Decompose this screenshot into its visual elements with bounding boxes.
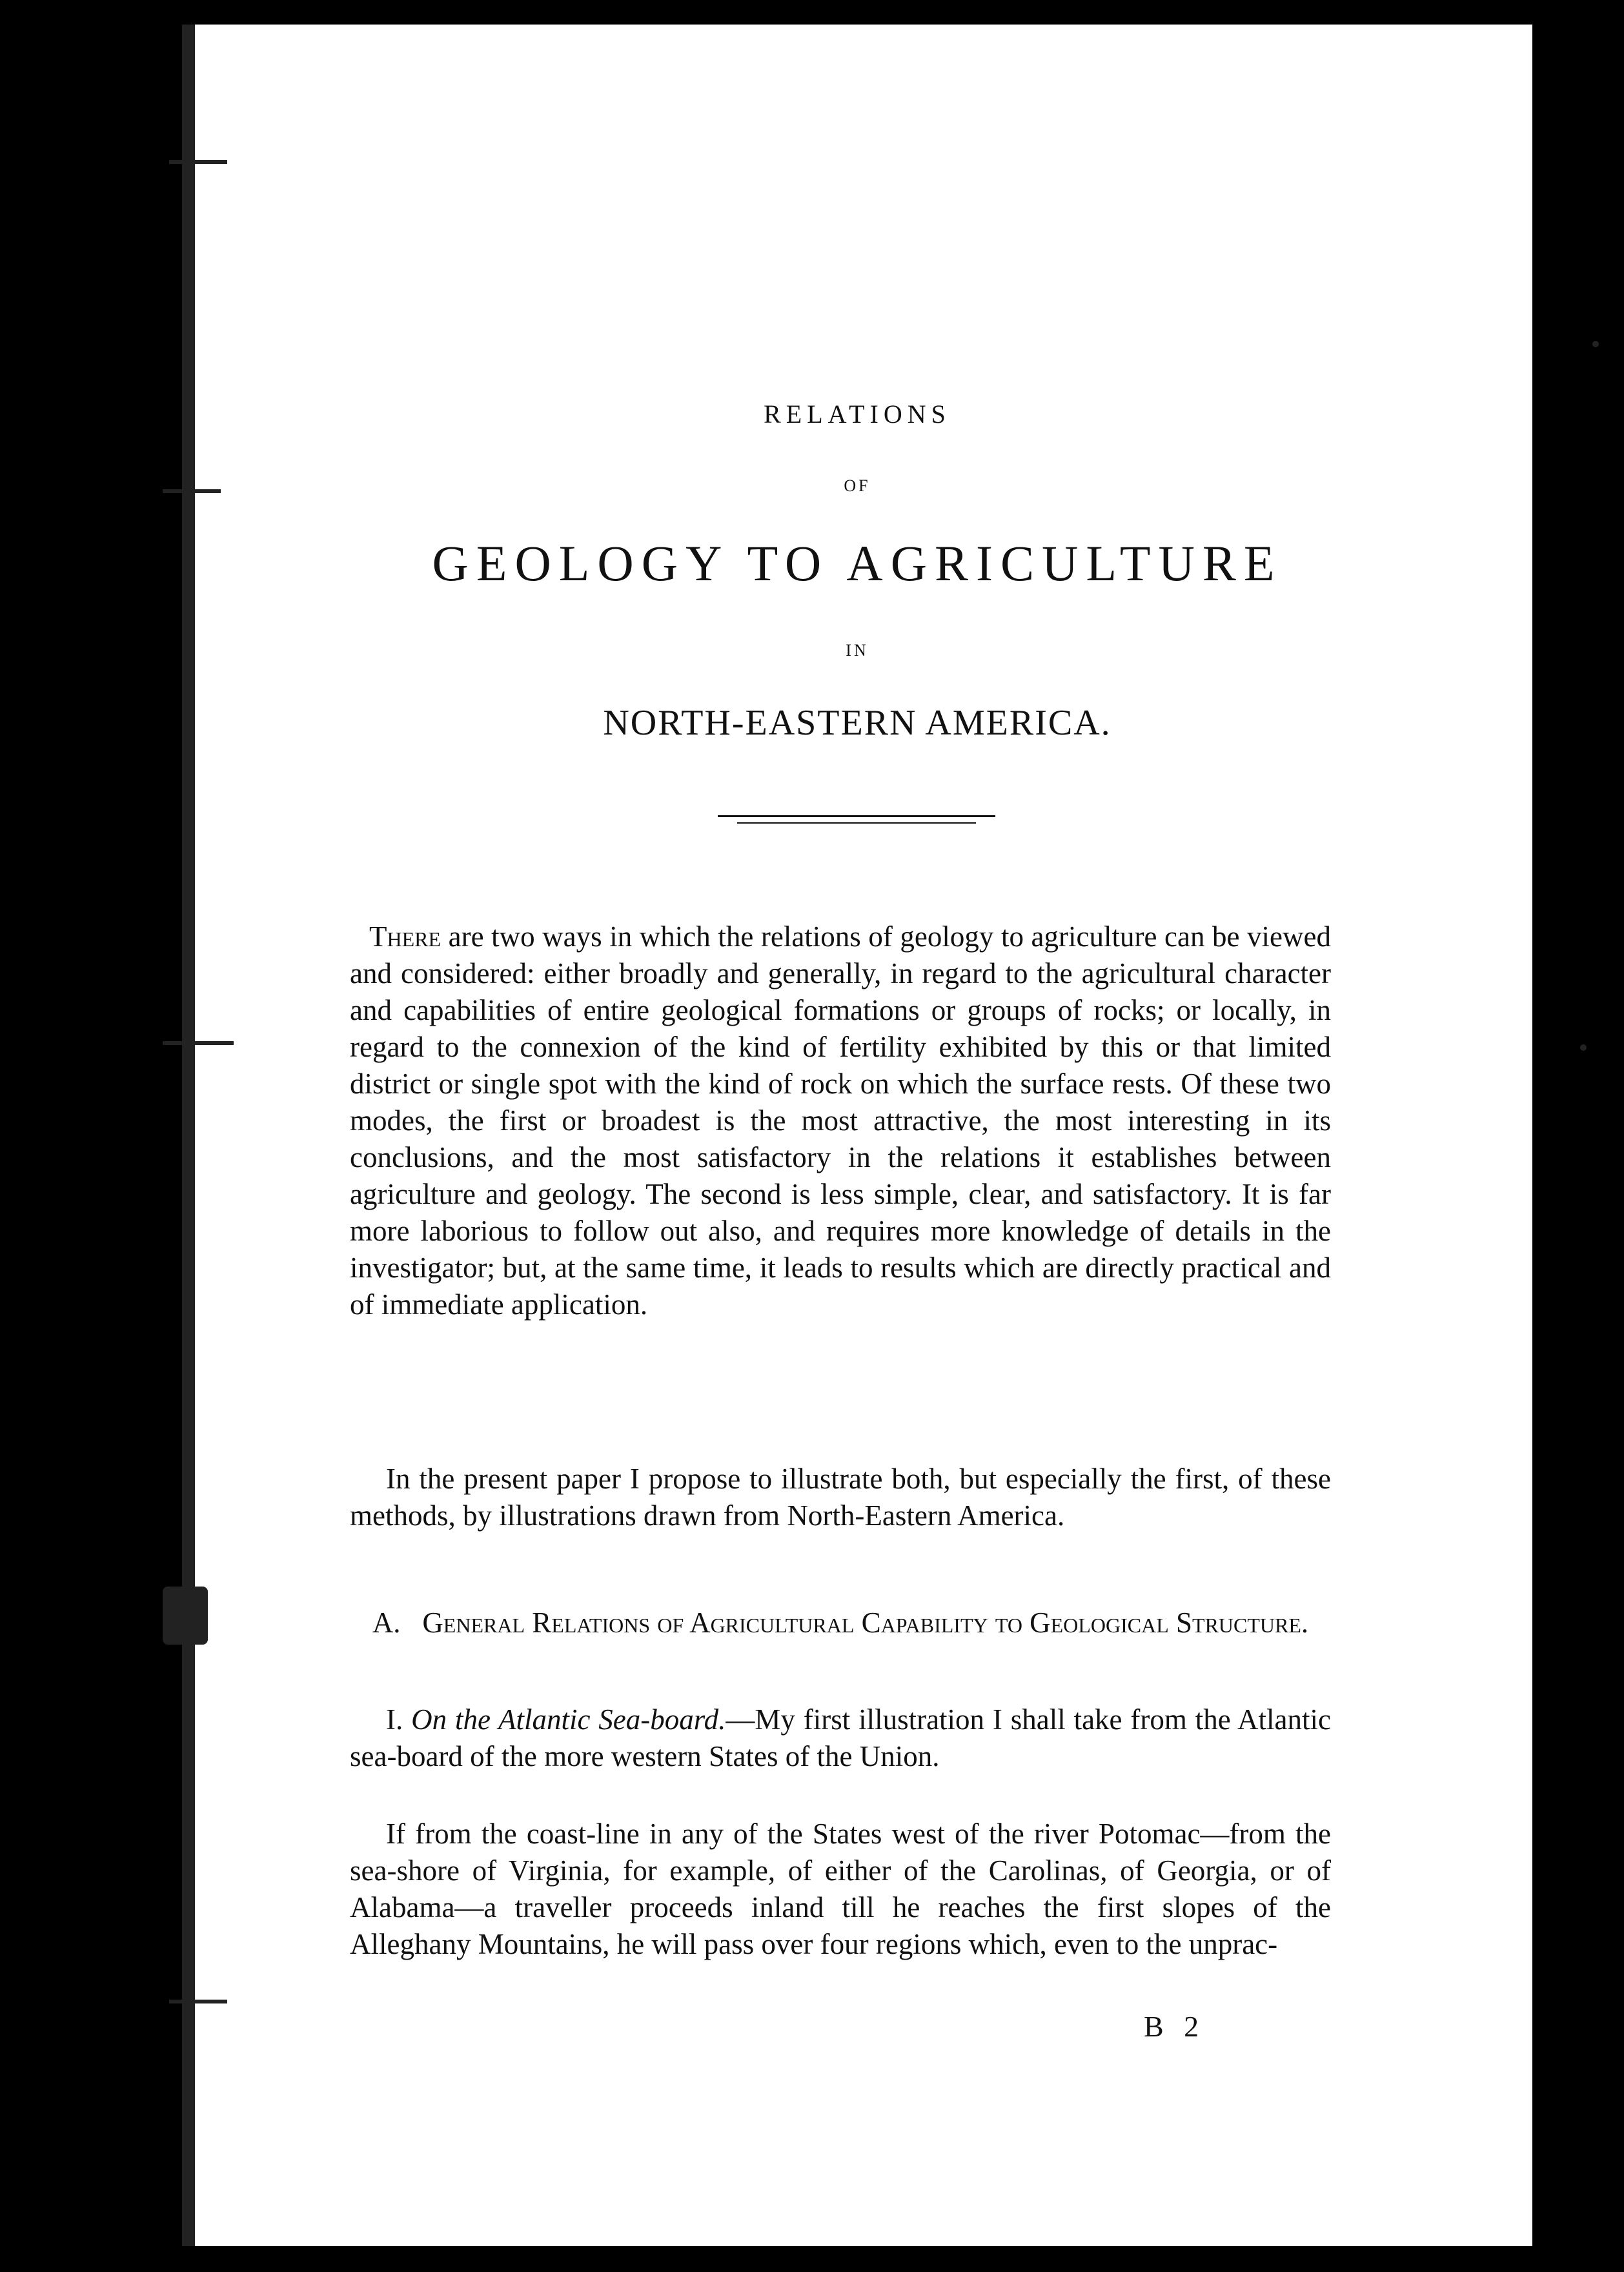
binding-stitch (163, 1041, 234, 1045)
paragraph-proposal: In the present paper I propose to illustrate both, but especially the first, of these methods, by illustrations drawn from North-Eastern America. (350, 1463, 1331, 1532)
scan-top-edge (182, 0, 1532, 25)
title-rule (737, 822, 976, 824)
title-of: OF (844, 476, 871, 495)
ink-speck (1580, 1044, 1587, 1051)
title-main: GEOLOGY TO AGRICULTURE (432, 535, 1283, 591)
paragraph-intro-text: are two ways in which the relations of geology to agriculture can be viewed and considered: either broadly and generally, in regard to the agricultural character and capabilities of entire geological formations or groups of rocks; or locally, in regard to the connexion of the kind of fertility exhibited by this or that limited district or single spot with the kind of rock on which the surface rests. Of these two modes, the first or broadest is the most attractive, the most interesting in its conclusions, and the most satisfactory in the relations it establishes between agriculture and geology. The second is less simple, clear, and satisfactory. It is far more laborious to follow out also, and requires more knowledge of details in the investigator; but, at the same time, it leads to results which are directly practical and of immediate application. (350, 920, 1331, 1321)
drop-lead-word: There (369, 920, 442, 953)
paragraph-intro (350, 918, 1331, 1323)
binding-stitch (169, 2000, 227, 2003)
title-rule (718, 815, 995, 817)
subsection-title: On the Atlantic Sea-board. (411, 1703, 726, 1736)
title-relations: RELATIONS (764, 400, 951, 429)
section-title: General Relations of Agricultural Capability to Geological Structure. (422, 1607, 1309, 1639)
paragraph-atlantic-text: —My first illustration I shall take from the Atlantic sea-board of the more western States of the Union. (350, 1703, 1332, 1772)
binding-gutter (182, 25, 195, 2246)
title-subtitle: NORTH-EASTERN AMERICA. (603, 703, 1111, 743)
ink-speck (1592, 341, 1599, 347)
binding-stitch (169, 160, 227, 164)
binding-stitch (163, 1587, 208, 1645)
section-letter: A. (372, 1607, 401, 1639)
book-page (182, 25, 1532, 2246)
paragraph-traveller: If from the coast-line in any of the States west of the river Potomac—from the sea-shore of Virginia, for example, of either of the Carolinas, of Georgia, or of Alabama—a traveller proceeds inland till he reaches the first slopes of the Alleghany Mountains, he will pass over four regions which, even to the unprac- (350, 1818, 1331, 1960)
paragraph-atlantic (350, 1701, 1331, 1775)
signature-mark: B 2 (1144, 2010, 1206, 2043)
section-heading (350, 1605, 1331, 1641)
title-in: IN (846, 641, 869, 660)
subsection-number: I. (386, 1703, 403, 1736)
